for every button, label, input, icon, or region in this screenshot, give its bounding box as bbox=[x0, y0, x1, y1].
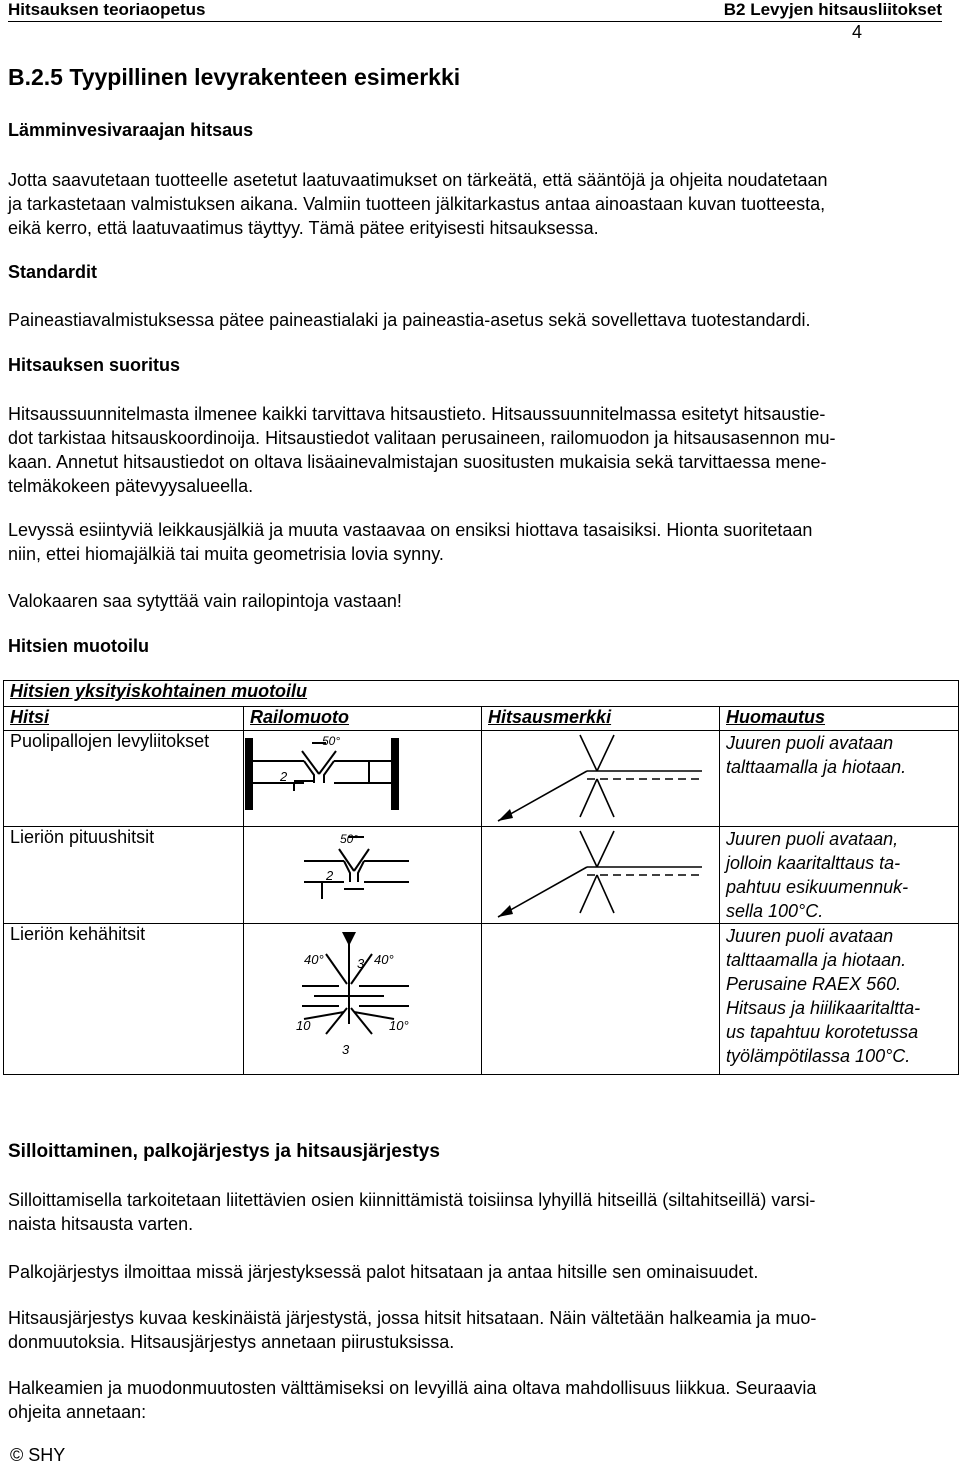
weld-name: Lieriön kehähitsit bbox=[4, 924, 244, 1075]
note-line: Juuren puoli avataan bbox=[726, 733, 894, 753]
standards-heading: Standardit bbox=[8, 262, 98, 282]
note-line: Perusaine RAEX 560. bbox=[726, 974, 902, 994]
note-line: jolloin kaaritalttaus ta- bbox=[726, 853, 901, 873]
angle-label: 50° bbox=[322, 734, 341, 748]
groove-drawing bbox=[244, 731, 482, 827]
weld-symbol-1 bbox=[482, 731, 718, 826]
weld-name: Lieriön pituushitsit bbox=[4, 827, 244, 924]
intro-line: eikä kerro, että laatuvaatimus täyttyy. Tämä pätee erityisesti hitsauksessa. bbox=[8, 218, 599, 238]
sequence-line: ohjeita annetaan: bbox=[8, 1402, 147, 1422]
weld-name: Puolipallojen levyliitokset bbox=[4, 731, 244, 827]
gap-label: 2 bbox=[326, 868, 334, 883]
header-right: B2 Levyjen hitsausliitokset bbox=[723, 0, 942, 19]
table-row bbox=[4, 827, 959, 924]
angle-label: 40° bbox=[304, 952, 324, 967]
weld-note bbox=[720, 827, 959, 924]
header-rule bbox=[8, 21, 942, 22]
gap-label: 3 bbox=[342, 1042, 350, 1057]
groove-diagram-3 bbox=[244, 924, 480, 1074]
column-header-weld: Hitsi bbox=[4, 707, 244, 731]
table-row bbox=[4, 731, 959, 827]
execution-paragraph-3: Valokaaren saa sytyttää vain railopintoja vastaan! bbox=[8, 591, 402, 611]
weld-symbol-2 bbox=[482, 827, 718, 922]
angle-label: 50° bbox=[340, 832, 359, 846]
groove-drawing bbox=[244, 924, 482, 1075]
sequence-line: donmuutoksia. Hitsausjärjestys annetaan piirustuksissa. bbox=[8, 1332, 455, 1352]
note-line: sella 100°C. bbox=[726, 901, 824, 921]
subtitle: Lämminvesivaraajan hitsaus bbox=[8, 120, 254, 140]
sequence-paragraph-1 bbox=[8, 1188, 948, 1236]
groove-diagram-1 bbox=[244, 731, 480, 826]
gap-label: 2 bbox=[280, 769, 288, 784]
execution-heading: Hitsauksen suoritus bbox=[8, 355, 181, 375]
sequence-paragraph-4 bbox=[8, 1376, 948, 1424]
shaping-heading: Hitsien muotoilu bbox=[8, 636, 149, 656]
note-line: pahtuu esikuumennuk- bbox=[726, 877, 909, 897]
note-line: Hitsaus ja hiilikaaritaltta- bbox=[726, 998, 921, 1018]
intro-line: Jotta saavutetaan tuotteelle asetetut laatuvaatimukset on tärkeätä, että sääntöjä ja ohjeita noudatetaan bbox=[8, 170, 828, 190]
execution-line: telmäkokeen pätevyysalueella. bbox=[8, 476, 254, 496]
depth-label: 10 bbox=[296, 1018, 311, 1033]
note-line: Juuren puoli avataan, bbox=[726, 829, 899, 849]
weld-note bbox=[720, 731, 959, 827]
execution-line: kaan. Annetut hitsaustiedot on oltava lisäainevalmistajan suositusten mukaisia sekä tarvittaessa mene- bbox=[8, 452, 827, 472]
groove-drawing bbox=[244, 827, 482, 924]
sequence-heading: Silloittaminen, palkojärjestys ja hitsausjärjestys bbox=[8, 1141, 440, 1162]
weld-symbol bbox=[482, 731, 720, 827]
header-left: Hitsauksen teoriaopetus bbox=[8, 0, 206, 19]
standards-text: Paineastiavalmistuksessa pätee paineastialaki ja paineastia-asetus sekä sovellettava tuotestandardi. bbox=[8, 310, 811, 330]
execution-line: dot tarkistaa hitsauskoordinoija. Hitsaustiedot valitaan perusaineen, railomuodon ja hitsausasennon mu- bbox=[8, 428, 836, 448]
column-header-note: Huomautus bbox=[720, 707, 959, 731]
section-title: B.2.5 Tyypillinen levyrakenteen esimerkki bbox=[8, 64, 461, 90]
column-header-groove: Railomuoto bbox=[244, 707, 482, 731]
angle-label: 40° bbox=[374, 952, 394, 967]
note-line: talttaamalla ja hiotaan. bbox=[726, 950, 907, 970]
gap-label: 3 bbox=[357, 956, 365, 971]
weld-table-title: Hitsien yksityiskohtainen muotoilu bbox=[4, 681, 959, 707]
copyright-footer: © SHY bbox=[10, 1445, 66, 1465]
sequence-line: Hitsausjärjestys kuvaa keskinäistä järjestystä, jossa hitsit hitsataan. Näin vältetään halkeamia ja muo- bbox=[8, 1308, 817, 1328]
sequence-paragraph-3 bbox=[8, 1306, 948, 1354]
weld-symbol bbox=[482, 827, 720, 924]
sequence-line: Silloittamisella tarkoitetaan liitettävien osien kiinnittämistä toisiinsa lyhyillä hitseillä (siltahitseillä) varsi- bbox=[8, 1190, 816, 1210]
table-row bbox=[4, 924, 959, 1075]
page-number: 4 bbox=[851, 22, 862, 42]
column-header-symbol: Hitsausmerkki bbox=[482, 707, 720, 731]
note-line: työlämpötilassa 100°C. bbox=[726, 1046, 911, 1066]
execution-paragraph-1 bbox=[8, 402, 948, 498]
weld-table bbox=[3, 680, 959, 1090]
execution-paragraph-2 bbox=[8, 518, 948, 566]
intro-line: ja tarkastetaan valmistuksen aikana. Valmiin tuotteen jälkitarkastus antaa ainoastaan kuvan tuotteesta, bbox=[8, 194, 826, 214]
weld-symbol-empty bbox=[482, 924, 720, 1075]
execution-line: niin, ettei hiomajälkiä tai muita geometrisia lovia synny. bbox=[8, 544, 444, 564]
execution-line: Levyssä esiintyviä leikkausjälkiä ja muuta vastaavaa on ensiksi hiottava tasaisiksi. Hionta suoritetaan bbox=[8, 520, 813, 540]
angle-label: 10° bbox=[389, 1018, 409, 1033]
weld-note bbox=[720, 924, 959, 1075]
sequence-line: naista hitsausta varten. bbox=[8, 1214, 194, 1234]
groove-diagram-2 bbox=[244, 827, 480, 922]
sequence-line: Halkeamien ja muodonmuutosten välttämiseksi on levyillä aina oltava mahdollisuus liikkua. Seuraavia bbox=[8, 1378, 817, 1398]
intro-paragraph bbox=[8, 168, 948, 240]
execution-line: Hitsaussuunnitelmasta ilmenee kaikki tarvittava hitsaustieto. Hitsaussuunnitelmassa esitetyt hitsaustie- bbox=[8, 404, 826, 424]
note-line: talttaamalla ja hiotaan. bbox=[726, 757, 907, 777]
sequence-paragraph-2: Palkojärjestys ilmoittaa missä järjestyksessä palot hitsataan ja antaa hitsille sen ominaisuudet. bbox=[8, 1262, 759, 1282]
note-line: us tapahtuu korotetussa bbox=[726, 1022, 919, 1042]
note-line: Juuren puoli avataan bbox=[726, 926, 894, 946]
